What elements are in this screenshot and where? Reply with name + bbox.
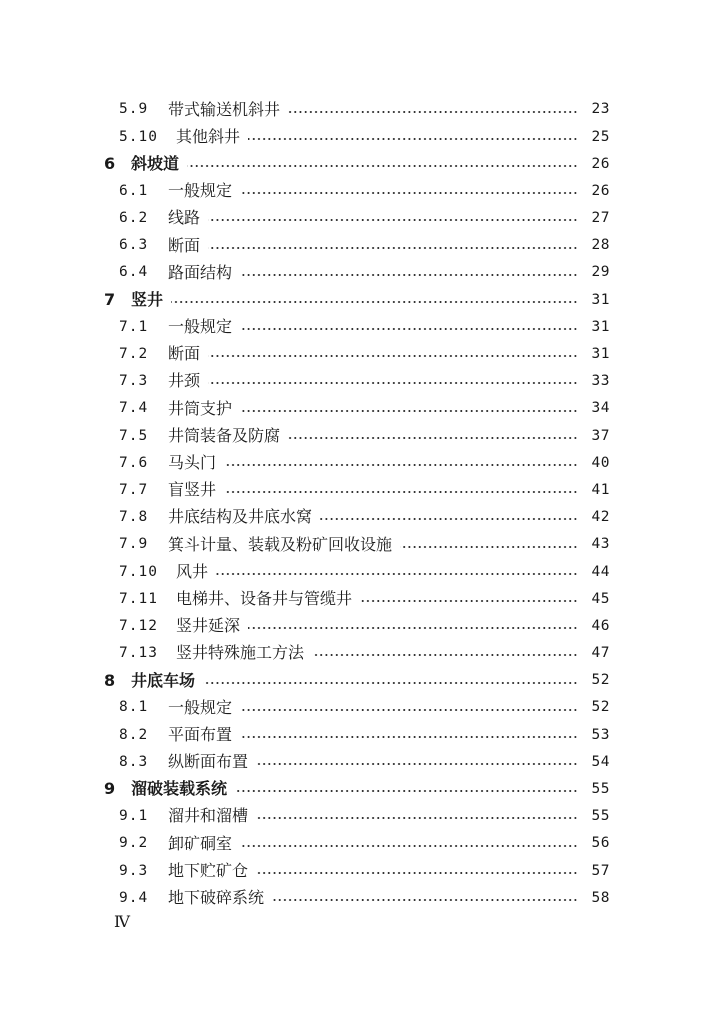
toc-entry-number: 7.8 <box>119 509 149 526</box>
toc-entry-number: 7 <box>104 289 117 309</box>
dot-leader <box>208 355 578 357</box>
toc-entry-number: 7.1 <box>119 318 149 335</box>
dot-leader <box>224 464 578 466</box>
toc-entry-page: 33 <box>591 373 610 390</box>
dot-leader <box>320 518 578 520</box>
dot-leader <box>208 219 578 221</box>
toc-entry-title: 溜井和溜槽 <box>168 808 254 824</box>
dot-leader <box>288 437 578 439</box>
toc-entry-number: 7.12 <box>119 617 158 634</box>
toc-entry-title: 带式输送机斜井 <box>168 102 286 118</box>
toc-entry-number: 9.4 <box>119 889 149 906</box>
toc-entry-title: 井筒支护 <box>168 401 238 417</box>
toc-entry-number: 9.3 <box>119 862 149 879</box>
toc-entry-number: 7.9 <box>119 536 149 553</box>
toc-entry-title: 一般规定 <box>168 183 238 199</box>
toc-section-entry[interactable] <box>0 477 724 504</box>
toc-entry-page: 41 <box>591 481 610 498</box>
toc-entry-title: 井颈 <box>168 373 206 389</box>
toc-section-entry[interactable] <box>0 259 724 286</box>
toc-section-entry[interactable] <box>0 449 724 476</box>
toc-entry-title: 其他斜井 <box>176 129 246 145</box>
toc-entry-page: 29 <box>591 264 610 281</box>
toc-entry-number: 9.1 <box>119 808 149 825</box>
toc-entry-page: 26 <box>591 155 610 172</box>
dot-leader <box>240 845 578 847</box>
toc-entry-number: 8 <box>104 670 117 690</box>
toc-section-entry[interactable] <box>0 232 724 259</box>
toc-entry-number: 8.2 <box>119 726 149 743</box>
dot-leader <box>248 138 578 140</box>
toc-entry-page: 43 <box>591 536 610 553</box>
toc-entry-number: 7.6 <box>119 454 149 471</box>
dot-leader <box>240 410 578 412</box>
page-number: Ⅳ <box>114 912 129 931</box>
toc-entry-page: 28 <box>591 237 610 254</box>
toc-section-entry[interactable] <box>0 123 724 150</box>
toc-section-entry[interactable] <box>0 205 724 232</box>
toc-entry-number: 7.4 <box>119 400 149 417</box>
table-of-contents <box>0 96 724 912</box>
toc-entry-page: 57 <box>591 862 610 879</box>
toc-entry-title: 箕斗计量、装载及粉矿回收设施 <box>168 537 398 553</box>
toc-section-entry[interactable] <box>0 96 724 123</box>
toc-entry-page: 40 <box>591 454 610 471</box>
toc-entry-page: 31 <box>591 346 610 363</box>
toc-entry-title: 平面布置 <box>168 727 238 743</box>
dot-leader <box>312 654 578 656</box>
toc-entry-page: 47 <box>591 645 610 662</box>
toc-section-entry[interactable] <box>0 314 724 341</box>
toc-entry-title: 路面结构 <box>168 265 238 281</box>
dot-leader <box>272 899 578 901</box>
toc-entry-page: 58 <box>591 889 610 906</box>
toc-entry-number: 6.2 <box>119 210 149 227</box>
dot-leader <box>240 328 578 330</box>
toc-entry-number: 8.1 <box>119 699 149 716</box>
toc-section-entry[interactable] <box>0 694 724 721</box>
dot-leader <box>208 247 578 249</box>
toc-entry-number: 7.2 <box>119 346 149 363</box>
toc-section-entry[interactable] <box>0 721 724 748</box>
toc-entry-number: 7.10 <box>119 563 158 580</box>
toc-section-entry[interactable] <box>0 803 724 830</box>
toc-entry-title: 溜破装载系统 <box>131 781 233 797</box>
toc-section-entry[interactable] <box>0 857 724 884</box>
toc-entry-title: 线路 <box>168 210 206 226</box>
toc-entry-page: 42 <box>591 509 610 526</box>
toc-entry-number: 5.9 <box>119 101 149 118</box>
toc-entry-page: 56 <box>591 835 610 852</box>
toc-section-entry[interactable] <box>0 531 724 558</box>
toc-entry-title: 断面 <box>168 238 206 254</box>
dot-leader <box>224 491 578 493</box>
toc-entry-number: 6.4 <box>119 264 149 281</box>
toc-entry-page: 34 <box>591 400 610 417</box>
toc-entry-page: 25 <box>591 128 610 145</box>
toc-entry-number: 7.5 <box>119 427 149 444</box>
dot-leader <box>240 709 578 711</box>
toc-entry-number: 7.3 <box>119 373 149 390</box>
dot-leader <box>248 627 578 629</box>
dot-leader <box>240 736 578 738</box>
toc-entry-number: 6.3 <box>119 237 149 254</box>
toc-chapter-entry[interactable] <box>0 286 724 313</box>
dot-leader <box>171 301 578 303</box>
toc-entry-page: 54 <box>591 753 610 770</box>
toc-entry-number: 9 <box>104 779 117 799</box>
dot-leader <box>208 382 578 384</box>
toc-entry-page: 55 <box>591 808 610 825</box>
toc-chapter-entry[interactable] <box>0 150 724 177</box>
toc-entry-title: 纵断面布置 <box>168 754 254 770</box>
toc-chapter-entry[interactable] <box>0 776 724 803</box>
dot-leader <box>256 817 578 819</box>
toc-section-entry[interactable] <box>0 613 724 640</box>
toc-section-entry[interactable] <box>0 640 724 667</box>
toc-section-entry[interactable] <box>0 504 724 531</box>
toc-entry-page: 52 <box>591 699 610 716</box>
toc-entry-page: 31 <box>591 291 610 308</box>
toc-entry-page: 53 <box>591 726 610 743</box>
toc-chapter-entry[interactable] <box>0 667 724 694</box>
toc-section-entry[interactable] <box>0 749 724 776</box>
toc-entry-title: 竖井延深 <box>176 618 246 634</box>
toc-entry-title: 井筒装备及防腐 <box>168 428 286 444</box>
dot-leader <box>360 600 578 602</box>
toc-entry-title: 斜坡道 <box>131 156 185 172</box>
toc-entry-title: 地下破碎系统 <box>168 890 270 906</box>
dot-leader <box>256 763 578 765</box>
toc-entry-title: 一般规定 <box>168 319 238 335</box>
toc-entry-page: 46 <box>591 617 610 634</box>
toc-entry-page: 27 <box>591 210 610 227</box>
toc-entry-page: 45 <box>591 590 610 607</box>
toc-entry-number: 7.11 <box>119 590 158 607</box>
dot-leader <box>240 274 578 276</box>
toc-entry-title: 电梯井、设备井与管缆井 <box>176 591 358 607</box>
toc-section-entry[interactable] <box>0 341 724 368</box>
toc-entry-title: 井底结构及井底水窝 <box>168 509 318 525</box>
toc-section-entry[interactable] <box>0 830 724 857</box>
dot-leader <box>235 790 578 792</box>
toc-entry-number: 8.3 <box>119 753 149 770</box>
toc-section-entry[interactable] <box>0 884 724 911</box>
dot-leader <box>400 546 578 548</box>
dot-leader <box>187 165 578 167</box>
toc-entry-page: 37 <box>591 427 610 444</box>
toc-entry-number: 7.13 <box>119 645 158 662</box>
toc-entry-page: 44 <box>591 563 610 580</box>
toc-entry-title: 风井 <box>176 564 214 580</box>
toc-entry-number: 7.7 <box>119 481 149 498</box>
toc-entry-title: 一般规定 <box>168 700 238 716</box>
toc-section-entry[interactable] <box>0 558 724 585</box>
dot-leader <box>256 872 578 874</box>
toc-entry-page: 31 <box>591 318 610 335</box>
toc-entry-number: 5.10 <box>119 128 158 145</box>
toc-entry-page: 23 <box>591 101 610 118</box>
toc-entry-title: 竖井特殊施工方法 <box>176 645 310 661</box>
toc-entry-number: 6 <box>104 153 117 173</box>
toc-section-entry[interactable] <box>0 368 724 395</box>
toc-entry-title: 地下贮矿仓 <box>168 863 254 879</box>
toc-entry-number: 9.2 <box>119 835 149 852</box>
toc-entry-number: 6.1 <box>119 182 149 199</box>
toc-entry-page: 26 <box>591 182 610 199</box>
toc-entry-page: 52 <box>591 672 610 689</box>
toc-entry-title: 卸矿硐室 <box>168 836 238 852</box>
toc-section-entry[interactable] <box>0 395 724 422</box>
dot-leader <box>240 192 578 194</box>
dot-leader <box>216 573 578 575</box>
toc-entry-title: 井底车场 <box>131 673 201 689</box>
toc-section-entry[interactable] <box>0 422 724 449</box>
toc-entry-title: 盲竖井 <box>168 482 222 498</box>
toc-entry-page: 55 <box>591 781 610 798</box>
toc-section-entry[interactable] <box>0 585 724 612</box>
dot-leader <box>203 682 578 684</box>
toc-entry-title: 马头门 <box>168 455 222 471</box>
toc-section-entry[interactable] <box>0 178 724 205</box>
dot-leader <box>288 111 578 113</box>
toc-entry-title: 断面 <box>168 346 206 362</box>
toc-entry-title: 竖井 <box>131 292 169 308</box>
